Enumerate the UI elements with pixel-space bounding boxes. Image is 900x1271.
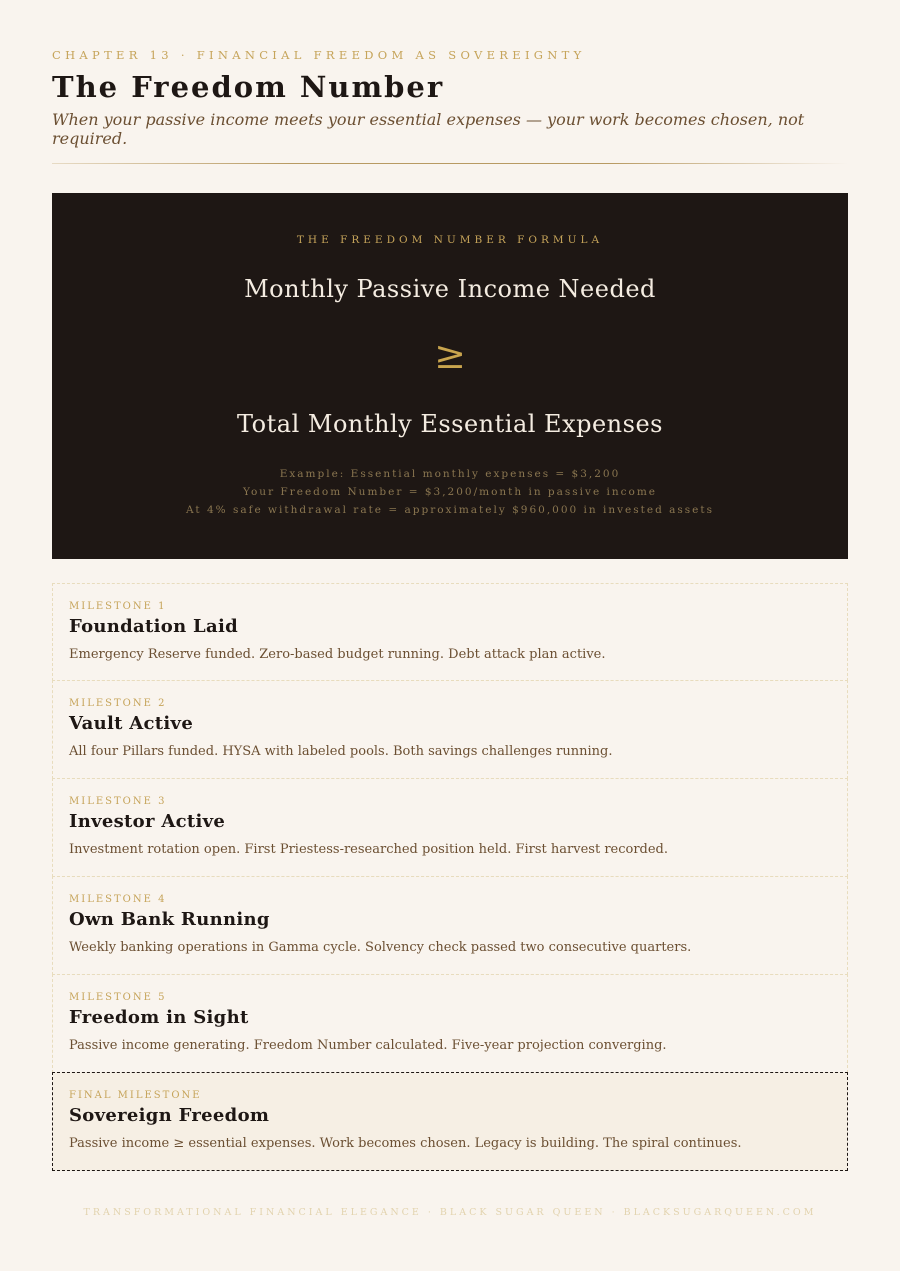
final-milestone-card [52,1072,848,1171]
formula-example-3: At 4% safe withdrawal rate = approximately $960,000 in invested assets [186,504,714,516]
formula-income: Monthly Passive Income Needed [244,275,656,303]
milestone-label: MILESTONE 4 [69,894,167,905]
milestone-label: MILESTONE 5 [69,992,167,1003]
milestone-description: Investment rotation open. First Priestess-researched position held. First harvest recorded. [69,842,669,857]
milestone-description: Weekly banking operations in Gamma cycle. Solvency check passed two consecutive quarters. [69,940,692,955]
milestone-card [52,974,848,1073]
milestone-label: MILESTONE 1 [69,601,167,612]
milestone-card [52,680,848,779]
milestone-card [52,583,848,681]
milestone-label: MILESTONE 2 [69,698,167,709]
page-subtitle: When your passive income meets your essential expenses — your work becomes chosen, not required. [52,110,805,148]
footer-text: TRANSFORMATIONAL FINANCIAL ELEGANCE · BLACK SUGAR QUEEN · BLACKSUGARQUEEN.COM [83,1207,817,1218]
formula-expenses: Total Monthly Essential Expenses [237,410,663,438]
milestone-list [52,583,848,1171]
milestone-description: Emergency Reserve funded. Zero-based budget running. Debt attack plan active. [69,647,606,662]
milestone-title: Investor Active [69,811,226,832]
milestone-title: Freedom in Sight [69,1007,249,1028]
formula-example-2: Your Freedom Number = $3,200/month in passive income [242,486,658,498]
milestone-label: MILESTONE 3 [69,796,167,807]
formula-example-1: Example: Essential monthly expenses = $3,200 [279,468,621,480]
formula-label: THE FREEDOM NUMBER FORMULA [296,234,604,246]
milestone-card [52,876,848,975]
milestone-description: Passive income generating. Freedom Number calculated. Five-year projection converging. [69,1038,667,1053]
chapter-eyebrow: CHAPTER 13 · FINANCIAL FREEDOM AS SOVEREIGNTY [52,48,586,62]
milestone-label: FINAL MILESTONE [69,1090,202,1101]
milestone-title: Foundation Laid [69,616,238,637]
milestone-title: Own Bank Running [69,909,270,930]
divider [52,163,848,164]
formula-panel [52,193,848,559]
page-title: The Freedom Number [52,70,445,104]
milestone-title: Vault Active [69,713,194,734]
greater-equal-symbol: ≥ [434,333,466,377]
milestone-card [52,778,848,877]
milestone-description: All four Pillars funded. HYSA with labeled pools. Both savings challenges running. [69,744,613,759]
milestone-title: Sovereign Freedom [69,1105,270,1126]
milestone-description: Passive income ≥ essential expenses. Work becomes chosen. Legacy is building. The spiral continues. [69,1136,742,1151]
